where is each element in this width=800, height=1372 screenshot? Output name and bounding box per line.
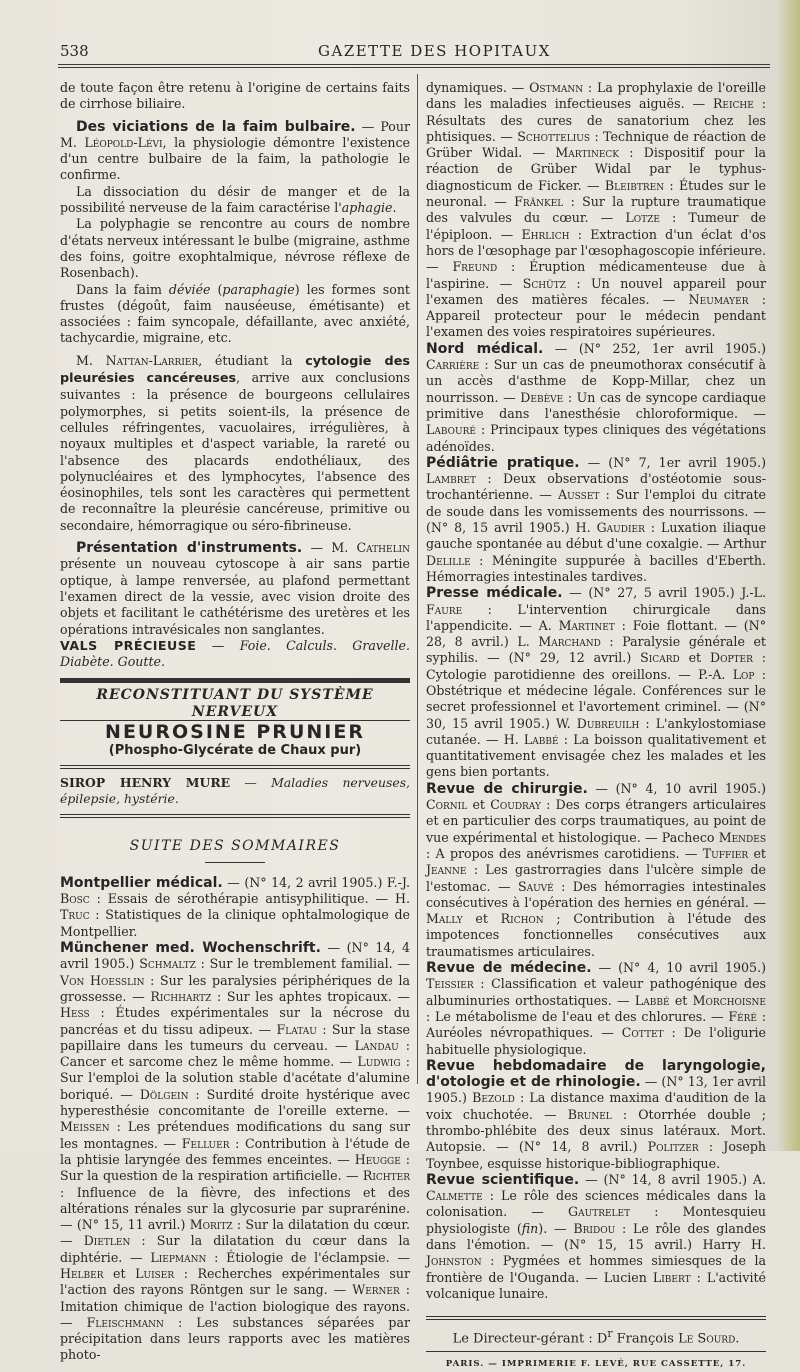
running-title: GAZETTE DES HOPITAUX (318, 42, 551, 60)
printer-imprint: PARIS. — IMPRIMERIE F. LEVÉ, RUE CASSETTE, 17. (445, 1358, 747, 1369)
journal-name: Revue scientifique. (426, 1171, 580, 1188)
paragraph-faim-bulbaire: Des viciations de la faim bulbaire. — Pour M. Léopold-Lévi, la physiologie démontre l'existence d'un centre bulbaire de la faim, la pathologie le confirme. (60, 118, 410, 183)
entry-revue-scientifique: Revue scientifique. — (N° 14, 8 avril 1905.) A. Calmette : Le rôle des sciences médicales dans la colonisation. — Gautrelet : Montesquieu physiologiste (fin). — Bridou : Le rôle des glandes dans l'émotion. — (N° 15, 15 avril.) Harry H. Johnston : Pygmées et hommes simiesques de la frontière de l'Ouganda. — Lucien Libert : L'activité volcanique lunaire. (426, 1171, 766, 1301)
ad-product-subtitle: (Phospho-Glycérate de Chaux pur) (108, 742, 362, 758)
right-column (426, 80, 766, 1372)
ad-neurosine-prunier (60, 678, 410, 759)
journal-name: Nord médical. (426, 340, 544, 357)
page-number: 538 (60, 42, 89, 60)
director-signoff: Le Directeur-gérant : $D^r$ François Le Sourd. (452, 1327, 740, 1347)
entry-revue-hebdomadaire: Revue hebdomadaire de laryngologie, d'otologie et de rhinologie. — (N° 13, 1er avril 1905.) Bezold : La distance maxima d'audition de la voix chuchotée. — Brunel : Otorrhée double ; thrombo-phlébite des deux sinus latéraux. Mort. Autopsie. — (N° 14, 8 avril.) Politzer : Joseph Toynbee, esquisse historique-bibliographique. (426, 1057, 767, 1171)
ad-rule (60, 765, 410, 769)
left-column (60, 80, 410, 1364)
closing-rule (426, 1316, 766, 1320)
entry-nord-medical: Nord médical. — (N° 252, 1er avril 1905.) Carrière : Sur un cas de pneumothorax consécutif à un accès d'asthme de Kopp-Millar, chez un nourrisson. — Debève : Un cas de syncope cardiaque primitive dans l'anesthésie chloroformique. — Labouré : Principaux types cliniques des végétations adénoïdes. (426, 340, 766, 454)
entry-munchener-continued: dynamiques. — Ostmann : La prophylaxie de l'oreille dans les maladies infectieuses aiguës. — Reiche : Résultats des cures de sanatorium chez les phtisiques. — Schottelius : Technique de réaction de Grüber Widal. — Martineck : Dispositif pour la réaction de Grüber Widal par le typhus-diagnosticum de Ficker. — Bleibtren : Études sur le neuronal. — Fränkel : Sur la rupture traumatique des valvules du cœur. — Lotze : Tumeur de l'épiploon. — Ehrlich : Extraction d'un éclat d'os hors de l'œsophage par l'œsophagoscopie inférieure. — Freund : Éruption médicamenteuse due à l'aspirine. — Schütz : Un nouvel appareil pour l'examen des matières fécales. — Neumayer : Appareil protecteur pour le médecin pendant l'examen des voies respiratoires supérieures. (426, 80, 767, 340)
column-divider (417, 74, 418, 1084)
paragraph: Dans la faim déviée (paraphagie) les formes sont frustes (dégoût, faim nauséeuse, émétisante) et associées : faim syncopale, défaillante, avec anxiété, tachycardie, migraine, etc. (60, 281, 410, 346)
author-name: Léopold-Lévi (84, 134, 163, 150)
paragraph: La polyphagie se rencontre au cours de nombre d'états nerveux intéressant le bulbe (migraine, asthme des foins, goitre exophtalmique, névrose réflexe de Rosenbach). (60, 216, 410, 281)
page-edge-shadow (778, 0, 800, 1151)
journal-name: Revue hebdomadaire de laryngologie, d'otologie et de rhinologie. (426, 1057, 766, 1091)
entry-revue-medecine: Revue de médecine. — (N° 4, 10 avril 1905.) Teissier : Classification et valeur pathogénique des albuminuries orthostatiques. — Labbé et Morchoisne : Le métabolisme de l'eau et des chlorures. — Féré : Auréoles névropathiques. — Cottet : De l'oligurie habituelle physiologique. (426, 960, 767, 1057)
section-heading: Des viciations de la faim bulbaire. (76, 118, 356, 135)
paragraph-instruments: Présentation d'instruments. — M. Cathelin présente un nouveau cytoscope à air sans partie optique, à lampe renversée, au plafond permettant l'examen direct de la vessie, avec vision droite des objets et facilitant le cathétérisme des uretères et les opérations intravésicales non sanglantes. (60, 540, 410, 637)
ad-rule (60, 814, 410, 818)
journal-name: Revue de médecine. (426, 960, 592, 977)
ad-sirop-henry-mure: SIROP HENRY MURE — Maladies nerveuses, épilepsie, hystérie. (60, 774, 410, 807)
header-rule-second (58, 67, 770, 68)
paragraph-cytologie: M. Nattan-Larrier, étudiant la cytologie des pleurésies cancéreuses, arrive aux conclusions suivantes : la présence de bourgeons cellulaires polymorphes, si petits soient-ils, la présence de cellules réfringentes, vacuolaires, irrégulières, à noyaux multiples et d'aspect variable, la rareté ou l'absence des placards endothéliaux, des polynucléaires et des lymphocytes, l'absence des éosinophiles, tels sont les caractères qui permettent de reconnaître la pleurésie cancéreuse, primitive ou secondaire, hémorragique ou séro-fibrineuse. (60, 352, 411, 533)
ad-bar (60, 678, 410, 683)
title-rule (205, 862, 265, 863)
section-heading: cytologie des pleurésies cancéreuses (60, 353, 411, 387)
journal-name: Revue de chirurgie. (426, 780, 588, 797)
entry-munchener: Münchener med. Wochenschrift. — (N° 14, 4 avril 1905.) Schmaltz : Sur le tremblement familial. — Von Hoesslin : Sur les paralysies périphériques de la grossesse. — Richhartz : Sur les aphtes tropicaux. — Hess : Études expérimentales sur la nécrose du pancréas et du tissu adipeux. — Flatau : Sur la stase papillaire dans les tumeurs du cerveau. — Landau : Cancer et sarcome chez le même homme. — Ludwig : Sur l'emploi de la solution stable d'acétate d'alumine boriqué. — Dölgein : Surdité droite hystérique avec hyperesthésie concomitante de l'oreille externe. — Meissen : Les prétendues modifications du sang sur les montagnes. — Felluer : Contribution à l'étude de la phtisie laryngée des femmes enceintes. — Heugge : Sur la question de la respiration artificielle. — Richter : Influence de la fièvre, des infections et des altérations rénales sur la glycosurie par suprarénine. — (N° 15, 11 avril.) Moritz : Sur la dilatation du cœur. — Dietlen : Sur la dilatation du cœur dans la diphtérie. — Liepmann : Étiologie de l'éclampsie. — Helber et Luiser : Recherches expérimentales sur l'action des rayons Röntgen sur le sang. — Werner : Imitation chimique de l'action biologique des rayons. — Fleischmann : Les substances séparées par précipitation dans leurs rapports avec les matières photo- (60, 940, 411, 1363)
paragraph: de toute façon être retenu à l'origine de certains faits de cirrhose biliaire. (60, 80, 410, 112)
journal-name: Montpellier médical. (60, 874, 223, 891)
journal-name: Presse médicale. (426, 585, 563, 602)
ad-product-name: NEUROSINE PRUNIER (105, 720, 365, 743)
entry-montpellier: Montpellier médical. — (N° 14, 2 avril 1905.) F.-J. Bosc : Essais de sérothérapie antisyphilitique. — H. Truc : Statistiques de la clinique ophtalmologique de Montpellier. (60, 874, 410, 939)
section-title-suite: SUITE DES SOMMAIRES (129, 837, 341, 854)
section-heading: Présentation d'instruments. (76, 540, 303, 557)
author-name: Nattan-Larrier (105, 352, 199, 368)
ad-tagline: RECONSTITUANT DU SYSTÈME NERVEUX (60, 687, 410, 721)
entry-revue-chirurgie: Revue de chirurgie. — (N° 4, 10 avril 1905.) Cornil et Coudray : Des corps étrangers articulaires et en particulier des corps traumatiques, au point de vue expérimental et histologique. — Pacheco Mendes : A propos des anévrismes carotidiens. — Tuffier et Jeanne : Les gastrorragies dans l'ulcère simple de l'estomac. — Sauvé : Des hémorragies intestinales consécutives à l'opération des hernies en général. — Mally et Richon ; Contribution à l'étude des impotences fonctionnelles consécutives aux traumatismes articulaires. (426, 780, 767, 959)
author-name: Cathelin (356, 540, 410, 556)
ad-vals-precieuse: VALS PRÉCIEUSE — Foie. Calculs. Gravelle. Diabète. Goutte. (60, 637, 410, 670)
header-rule (58, 64, 770, 65)
journal-name: Münchener med. Wochenschrift. (60, 940, 321, 957)
entry-presse-medicale: Presse médicale. — (N° 27, 5 avril 1905.) J.-L. Faure : L'intervention chirurgicale dans l'appendicite. — A. Martinet : Foie flottant. — (N° 28, 8 avril.) L. Marchand : Paralysie générale et syphilis. — (N° 29, 12 avril.) Sicard et Dopter : Cytologie parotidienne des oreillons. — P.-A. Lop : Obstétrique et médecine légale. Conférences sur le secret professionnel et l'avortement criminel. — (N° 30, 15 avril 1905.) W. Dubreuilh : L'ankylostomiase cutanée. — H. Labbé : La boisson qualitativement et quantitativement envisagée chez les malades et les gens bien portants. (426, 585, 767, 780)
paragraph: La dissociation du désir de manger et de la possibilité nerveuse de la faim caractérise l'aphagie. (60, 183, 410, 216)
imprint-rule (426, 1351, 766, 1352)
journal-name: Pédiâtrie pratique. (426, 454, 580, 471)
entry-pediatrie-pratique: Pédiâtrie pratique. — (N° 7, 1er avril 1905.) Lambret : Deux observations d'ostéotomie sous-trochantérienne. — Ausset : Sur l'emploi du citrate de soude dans les vomissements des nourrissons. — (N° 8, 15 avril 1905.) H. Gaudier : Luxation iliaque gauche spontanée au début d'une coxalgie. — Arthur Delille : Méningite suppurée à bacilles d'Eberth. Hémorragies intestinales tardives. (426, 454, 766, 584)
